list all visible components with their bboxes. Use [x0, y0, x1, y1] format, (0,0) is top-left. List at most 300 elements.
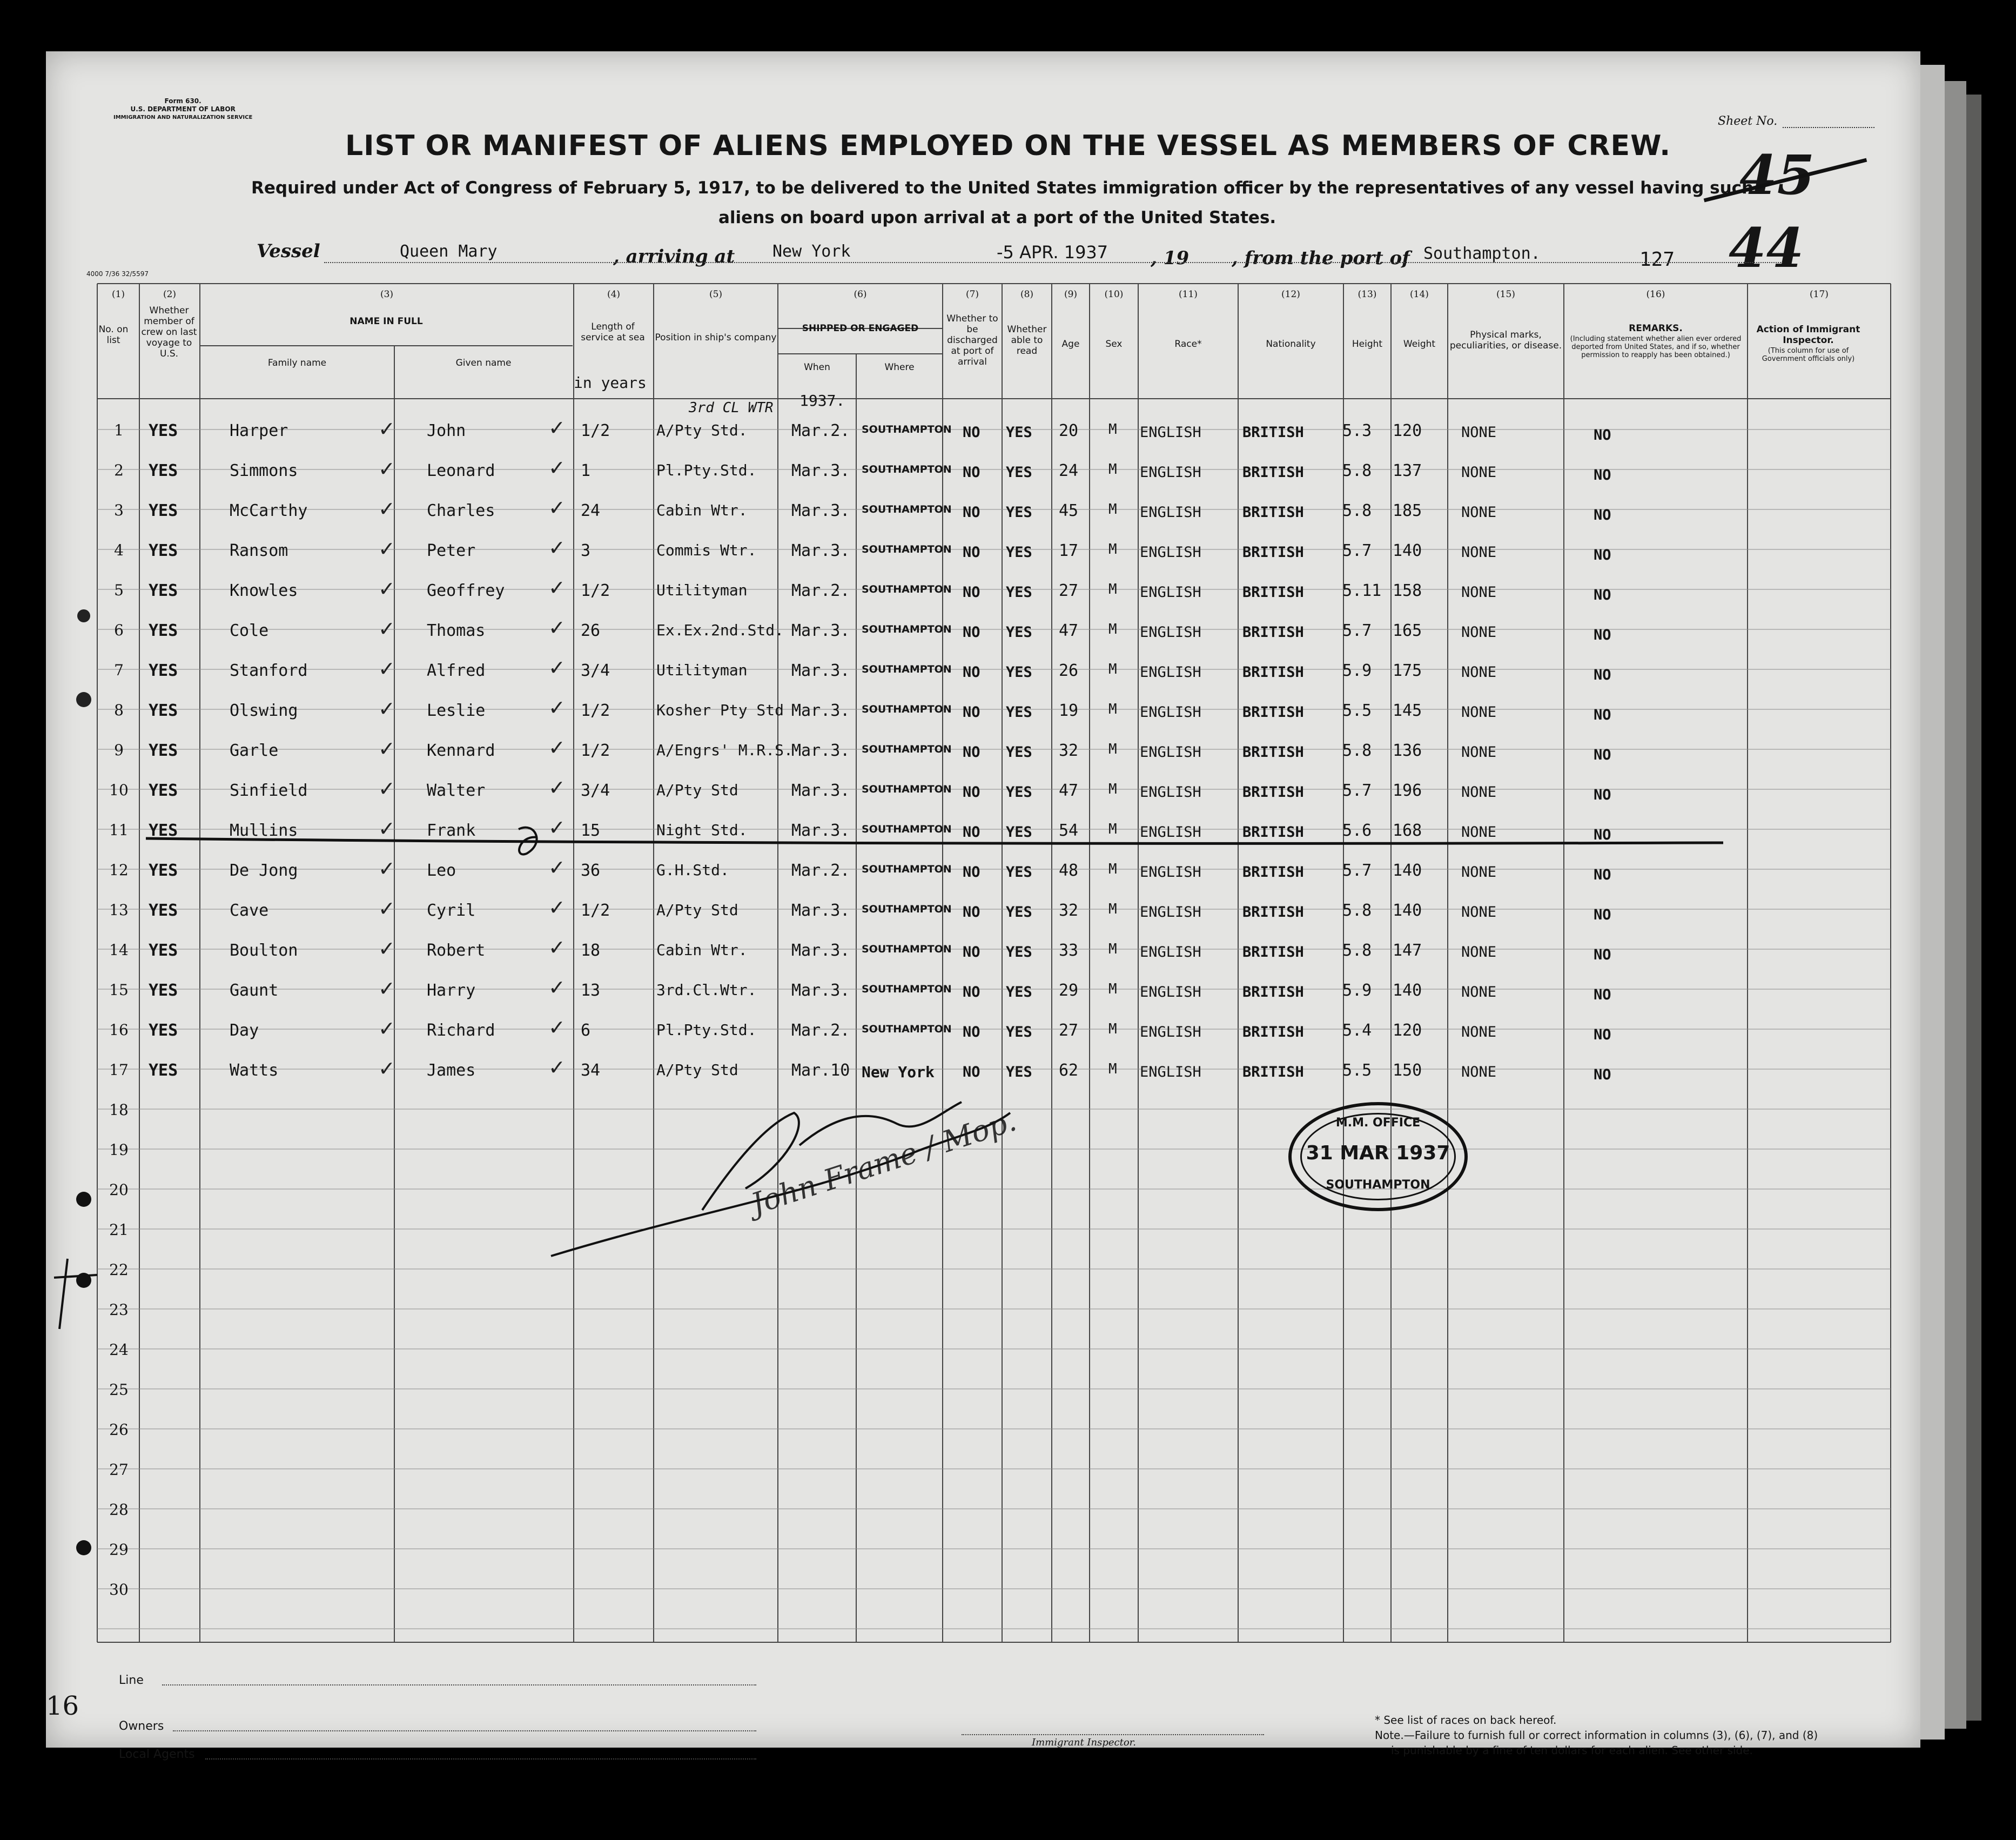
check-mark: ✓: [378, 697, 395, 721]
row-number: 22: [109, 1261, 129, 1279]
sex: M: [1108, 421, 1117, 438]
shipped-where: SOUTHAMPTON: [862, 743, 952, 755]
header-remarks: REMARKS.: [1629, 323, 1683, 334]
header-family-name: Family name: [267, 358, 327, 368]
given-name: James: [427, 1061, 476, 1080]
to-be-discharged: NO: [963, 624, 980, 641]
header-nationality: Nationality: [1266, 339, 1316, 350]
position: Pl.Pty.Std.: [656, 461, 757, 479]
sex: M: [1108, 581, 1117, 597]
race: ENGLISH: [1140, 904, 1201, 921]
crew-last-voyage: YES: [149, 501, 178, 520]
age: 27: [1059, 1021, 1079, 1040]
race: ENGLISH: [1140, 784, 1201, 801]
remarks: NO: [1594, 1026, 1611, 1043]
check-mark: ✓: [378, 977, 395, 1000]
to-be-discharged: NO: [963, 904, 980, 921]
column-number: (6): [854, 289, 867, 300]
to-be-discharged: NO: [963, 424, 980, 441]
position-note: 3rd CL WTR: [689, 400, 774, 416]
year-note: 1937.: [799, 392, 845, 409]
weight: 168: [1393, 821, 1422, 840]
sex: M: [1108, 661, 1117, 677]
column-number: (5): [709, 289, 723, 300]
row-number: 19: [109, 1141, 129, 1159]
footer-agents-label: Local Agents: [119, 1748, 195, 1761]
sex: M: [1108, 501, 1117, 518]
to-be-discharged: NO: [963, 784, 980, 801]
crew-last-voyage: YES: [149, 821, 178, 840]
race: ENGLISH: [1140, 624, 1201, 641]
height: 5.8: [1342, 941, 1372, 960]
check-mark: ✓: [378, 937, 395, 961]
crew-last-voyage: YES: [149, 621, 178, 640]
family-name: Knowles: [230, 581, 298, 600]
check-mark: ✓: [548, 536, 566, 560]
from-port-label: , from the port of: [1232, 247, 1410, 269]
shipped-when: Mar.10: [791, 1061, 850, 1080]
weight: 185: [1393, 501, 1422, 520]
crew-last-voyage: YES: [149, 421, 178, 440]
shipped-where: SOUTHAMPTON: [862, 943, 952, 955]
shipped-when: Mar.3.: [791, 701, 850, 720]
physical-marks: NONE: [1461, 424, 1497, 441]
family-name: Watts: [230, 1061, 279, 1080]
row-number: 25: [109, 1381, 129, 1399]
nationality: BRITISH: [1242, 984, 1304, 1000]
remarks: NO: [1594, 467, 1611, 483]
length-of-service: 1/2: [581, 701, 610, 720]
race: ENGLISH: [1140, 504, 1201, 521]
header-when: When: [804, 362, 830, 373]
age: 19: [1059, 701, 1079, 720]
footer-owners-rule: [173, 1730, 756, 1731]
age: 47: [1059, 621, 1079, 640]
to-be-discharged: NO: [963, 1024, 980, 1040]
nationality: BRITISH: [1242, 624, 1304, 641]
header-height: Height: [1352, 339, 1383, 350]
to-be-discharged: NO: [963, 464, 980, 481]
length-of-service: 1/2: [581, 741, 610, 760]
print-code: 4000 7/36 32/5597: [86, 270, 149, 278]
height: 5.7: [1342, 861, 1372, 880]
race: ENGLISH: [1140, 584, 1201, 601]
row-number: 23: [109, 1301, 129, 1319]
family-name: Cave: [230, 901, 269, 920]
check-mark: ✓: [378, 617, 395, 641]
to-be-discharged: NO: [963, 864, 980, 881]
shipped-where: SOUTHAMPTON: [862, 583, 952, 595]
length-of-service: 1/2: [581, 421, 610, 440]
arriving-label: , arriving at: [613, 246, 735, 267]
header-action-note: (This column for use of Government officials only): [1762, 347, 1855, 363]
office-stamp: [1288, 1102, 1468, 1211]
physical-marks: NONE: [1461, 704, 1497, 721]
shipped-when: Mar.3.: [791, 741, 850, 760]
departure-port: Southampton.: [1423, 244, 1541, 263]
family-name: Day: [230, 1021, 259, 1040]
able-to-read: YES: [1006, 424, 1032, 441]
given-name: Harry: [427, 981, 476, 1000]
physical-marks: NONE: [1461, 744, 1497, 761]
nationality: BRITISH: [1242, 704, 1304, 721]
height: 5.11: [1342, 581, 1382, 600]
weight: 140: [1393, 541, 1422, 560]
row-number: 20: [109, 1181, 129, 1199]
length-of-service: 6: [581, 1021, 591, 1040]
race: ENGLISH: [1140, 704, 1201, 721]
length-of-service: 34: [581, 1061, 601, 1080]
check-mark: ✓: [548, 696, 566, 720]
family-name: McCarthy: [230, 501, 308, 520]
physical-marks: NONE: [1461, 824, 1497, 841]
age: 20: [1059, 421, 1079, 440]
nationality: BRITISH: [1242, 1024, 1304, 1040]
column-number: (16): [1646, 289, 1665, 300]
row-number: 13: [109, 901, 129, 919]
race: ENGLISH: [1140, 864, 1201, 881]
physical-marks: NONE: [1461, 864, 1497, 881]
given-name: Charles: [427, 501, 495, 520]
row-number: 28: [109, 1501, 129, 1519]
check-mark: ✓: [548, 496, 566, 520]
position: Commis Wtr.: [656, 541, 757, 559]
height: 5.8: [1342, 461, 1372, 480]
length-of-service: 15: [581, 821, 601, 840]
nationality: BRITISH: [1242, 744, 1304, 761]
age: 47: [1059, 781, 1079, 800]
shipped-when: Mar.3.: [791, 501, 850, 520]
given-name: Cyril: [427, 901, 476, 920]
header-marks: Physical marks, peculiarities, or disease.: [1449, 330, 1562, 351]
sheet-label: Sheet No.: [1718, 115, 1778, 128]
vessel-label: Vessel: [257, 240, 320, 262]
length-of-service: 26: [581, 621, 601, 640]
nationality: BRITISH: [1242, 664, 1304, 681]
check-mark: ✓: [378, 417, 395, 441]
remarks: NO: [1594, 946, 1611, 963]
check-mark: ✓: [548, 1056, 566, 1079]
check-mark: ✓: [378, 577, 395, 601]
page-number: 127: [1639, 249, 1675, 271]
position: A/Engrs' M.R.S.: [656, 741, 793, 759]
position: Utilityman: [656, 581, 748, 599]
position: A/Pty Std: [656, 1061, 738, 1079]
penalty-note-2: is punishable by a fine of ten dollars for each alien. See other side.: [1391, 1744, 1753, 1757]
to-be-discharged: NO: [963, 744, 980, 761]
column-number: (1): [111, 289, 125, 300]
stamp-bottom-text: SOUTHAMPTON: [1326, 1178, 1430, 1192]
sex: M: [1108, 701, 1117, 717]
family-name: Boulton: [230, 941, 298, 960]
weight: 145: [1393, 701, 1422, 720]
check-mark: ✓: [548, 1016, 566, 1039]
row-number: 7: [114, 661, 124, 679]
row-number: 14: [109, 941, 129, 959]
check-mark: ✓: [378, 497, 395, 521]
physical-marks: NONE: [1461, 504, 1497, 521]
position: Night Std.: [656, 821, 748, 839]
age: 27: [1059, 581, 1079, 600]
check-mark: ✓: [378, 857, 395, 881]
weight: 196: [1393, 781, 1422, 800]
crew-last-voyage: YES: [149, 461, 178, 480]
row-number: 21: [109, 1221, 129, 1239]
nationality: BRITISH: [1242, 824, 1304, 841]
given-name: Alfred: [427, 661, 486, 680]
able-to-read: YES: [1006, 544, 1032, 561]
crew-last-voyage: YES: [149, 581, 178, 600]
header-given-name: Given name: [455, 358, 512, 368]
weight: 158: [1393, 581, 1422, 600]
nationality: BRITISH: [1242, 504, 1304, 521]
race: ENGLISH: [1140, 464, 1201, 481]
weight: 137: [1393, 461, 1422, 480]
nationality: BRITISH: [1242, 864, 1304, 881]
to-be-discharged: NO: [963, 664, 980, 681]
race: ENGLISH: [1140, 424, 1201, 441]
crew-last-voyage: YES: [149, 781, 178, 800]
physical-marks: NONE: [1461, 464, 1497, 481]
check-mark: ✓: [548, 936, 566, 959]
row-number: 17: [109, 1061, 129, 1079]
row-number: 18: [109, 1101, 129, 1119]
row-number: 2: [114, 461, 124, 479]
races-note: * See list of races on back hereof.: [1375, 1714, 1557, 1727]
length-of-service: 1: [581, 461, 591, 480]
length-of-service: 1/2: [581, 581, 610, 600]
length-of-service: 1/2: [581, 901, 610, 920]
inspector-label: Immigrant Inspector.: [1032, 1737, 1137, 1748]
able-to-read: YES: [1006, 904, 1032, 921]
header-read: Whether able to read: [1007, 324, 1047, 357]
check-mark: ✓: [378, 657, 395, 681]
shipped-when: Mar.2.: [791, 421, 850, 440]
to-be-discharged: NO: [963, 984, 980, 1000]
column-number: (15): [1496, 289, 1515, 300]
sex: M: [1108, 541, 1117, 558]
position: Utilityman: [656, 661, 748, 679]
shipped-when: Mar.3.: [791, 621, 850, 640]
to-be-discharged: NO: [963, 824, 980, 841]
column-number: (2): [163, 289, 177, 300]
check-mark: ✓: [548, 856, 566, 879]
given-name: Leslie: [427, 701, 486, 720]
family-name: Simmons: [230, 461, 298, 480]
to-be-discharged: NO: [963, 704, 980, 721]
position: Pl.Pty.Std.: [656, 1021, 757, 1039]
able-to-read: YES: [1006, 824, 1032, 841]
age: 45: [1059, 501, 1079, 520]
shipped-where: SOUTHAMPTON: [862, 464, 952, 475]
length-of-service: 18: [581, 941, 601, 960]
service: IMMIGRATION AND NATURALIZATION SERVICE: [113, 115, 253, 120]
struck-number: 45: [1739, 143, 1815, 207]
remarks: NO: [1594, 1066, 1611, 1083]
age: 54: [1059, 821, 1079, 840]
shipped-when: Mar.2.: [791, 581, 850, 600]
physical-marks: NONE: [1461, 984, 1497, 1000]
shipped-where: SOUTHAMPTON: [862, 663, 952, 675]
header-crew: Whether member of crew on last voyage to U.S.: [141, 305, 197, 359]
shipped-where: SOUTHAMPTON: [862, 823, 952, 835]
row-number: 1: [114, 421, 124, 439]
position: Cabin Wtr.: [656, 501, 748, 519]
given-name: Leonard: [427, 461, 495, 480]
family-name: Garle: [230, 741, 279, 760]
row-number: 6: [114, 621, 124, 639]
family-name: Cole: [230, 621, 269, 640]
weight: 150: [1393, 1061, 1422, 1080]
header-sex: Sex: [1105, 339, 1123, 350]
penalty-note-1: Note.—Failure to furnish full or correct information in columns (3), (6), (7), and (8): [1375, 1729, 1818, 1742]
column-number: (10): [1104, 289, 1124, 300]
height: 5.9: [1342, 981, 1372, 1000]
height: 5.5: [1342, 701, 1372, 720]
able-to-read: YES: [1006, 984, 1032, 1000]
page-title: LIST OR MANIFEST OF ALIENS EMPLOYED ON THE VESSEL AS MEMBERS OF CREW.: [345, 130, 1671, 162]
remarks: NO: [1594, 707, 1611, 723]
weight: 140: [1393, 861, 1422, 880]
age: 62: [1059, 1061, 1079, 1080]
check-mark: ✓: [378, 457, 395, 481]
row-number: 3: [114, 501, 124, 519]
header-weight: Weight: [1403, 339, 1436, 350]
race: ENGLISH: [1140, 944, 1201, 961]
check-mark: ✓: [548, 576, 566, 600]
check-mark: ✓: [548, 816, 566, 840]
column-number: (12): [1281, 289, 1300, 300]
header-service-hand: in years: [574, 374, 647, 392]
shipped-where: SOUTHAMPTON: [862, 623, 952, 635]
able-to-read: YES: [1006, 624, 1032, 641]
given-name: Frank: [427, 821, 476, 840]
given-name: Peter: [427, 541, 476, 560]
sex: M: [1108, 741, 1117, 757]
column-number: (14): [1410, 289, 1429, 300]
crew-last-voyage: YES: [149, 941, 178, 960]
length-of-service: 3/4: [581, 781, 610, 800]
weight: 140: [1393, 981, 1422, 1000]
race: ENGLISH: [1140, 664, 1201, 681]
header-discharge: Whether to be discharged at port of arrival: [946, 313, 998, 367]
remarks: NO: [1594, 787, 1611, 803]
shipped-where: SOUTHAMPTON: [862, 903, 952, 915]
height: 5.7: [1342, 541, 1372, 560]
weight: 147: [1393, 941, 1422, 960]
given-name: Kennard: [427, 741, 495, 760]
column-number: (17): [1810, 289, 1829, 300]
header-action: Action of Immigrant Inspector.: [1756, 324, 1860, 346]
check-mark: ✓: [378, 537, 395, 561]
remarks: NO: [1594, 507, 1611, 523]
position: Ex.Ex.2nd.Std.: [656, 621, 784, 639]
row-number: 26: [109, 1421, 129, 1439]
height: 5.7: [1342, 621, 1372, 640]
arrival-date-stamp: -5 APR. 1937: [997, 242, 1108, 263]
check-mark: ✓: [378, 897, 395, 921]
nationality: BRITISH: [1242, 904, 1304, 921]
check-mark: ✓: [378, 1057, 395, 1080]
header-age: Age: [1061, 339, 1080, 350]
able-to-read: YES: [1006, 1064, 1032, 1080]
shipped-where: SOUTHAMPTON: [862, 983, 952, 995]
family-name: Olswing: [230, 701, 298, 720]
remarks: NO: [1594, 827, 1611, 843]
crew-last-voyage: YES: [149, 661, 178, 680]
remarks: NO: [1594, 986, 1611, 1003]
sex: M: [1108, 941, 1117, 957]
sex: M: [1108, 981, 1117, 997]
check-mark: ✓: [548, 976, 566, 999]
row-number: 16: [109, 1021, 129, 1039]
position: A/Pty Std.: [656, 421, 748, 439]
margin-number: 16: [46, 1691, 79, 1721]
shipped-where: SOUTHAMPTON: [862, 424, 952, 435]
row-number: 9: [114, 741, 124, 759]
shipped-when: Mar.2.: [791, 861, 850, 880]
position: G.H.Std.: [656, 861, 729, 879]
signature: John Frame / Mop.: [747, 1103, 1020, 1221]
given-name: Robert: [427, 941, 486, 960]
shipped-when: Mar.3.: [791, 781, 850, 800]
race: ENGLISH: [1140, 1064, 1201, 1080]
nationality: BRITISH: [1242, 544, 1304, 561]
row-number: 4: [114, 541, 124, 559]
physical-marks: NONE: [1461, 584, 1497, 601]
length-of-service: 24: [581, 501, 601, 520]
year-label: , 19: [1151, 247, 1189, 269]
check-mark: ✓: [548, 456, 566, 480]
row-number: 15: [109, 981, 129, 999]
department: U.S. DEPARTMENT OF LABOR: [130, 105, 236, 113]
height: 5.7: [1342, 781, 1372, 800]
shipped-when: Mar.3.: [791, 941, 850, 960]
footer-line-label: Line: [119, 1674, 144, 1687]
height: 5.3: [1342, 421, 1372, 440]
able-to-read: YES: [1006, 1024, 1032, 1040]
stamp-date: 31 MAR 1937: [1306, 1142, 1450, 1164]
weight: 165: [1393, 621, 1422, 640]
height: 5.6: [1342, 821, 1372, 840]
row-number: 11: [109, 821, 129, 839]
age: 33: [1059, 941, 1079, 960]
age: 24: [1059, 461, 1079, 480]
shipped-when: Mar.2.: [791, 1021, 850, 1040]
header-name: NAME IN FULL: [350, 316, 423, 327]
to-be-discharged: NO: [963, 584, 980, 601]
length-of-service: 13: [581, 981, 601, 1000]
column-number: (9): [1064, 289, 1078, 300]
position: A/Pty Std: [656, 781, 738, 799]
footer-line-rule: [162, 1684, 756, 1685]
manifest-number: 44: [1729, 216, 1804, 280]
able-to-read: YES: [1006, 784, 1032, 801]
able-to-read: YES: [1006, 464, 1032, 481]
race: ENGLISH: [1140, 544, 1201, 561]
check-mark: ✓: [378, 737, 395, 761]
vessel-name: Queen Mary: [400, 242, 498, 261]
family-name: Stanford: [230, 661, 308, 680]
header-remarks-note: (Including statement whether alien ever ordered deported from United States, and if so, whether permission to reapply has been obtained.): [1570, 335, 1742, 359]
to-be-discharged: NO: [963, 1064, 980, 1080]
position: Cabin Wtr.: [656, 941, 748, 959]
inspector-rule: [962, 1734, 1264, 1735]
family-name: Mullins: [230, 821, 298, 840]
column-number: (7): [965, 289, 979, 300]
header-where: Where: [884, 362, 915, 373]
shipped-where: SOUTHAMPTON: [862, 1023, 952, 1035]
